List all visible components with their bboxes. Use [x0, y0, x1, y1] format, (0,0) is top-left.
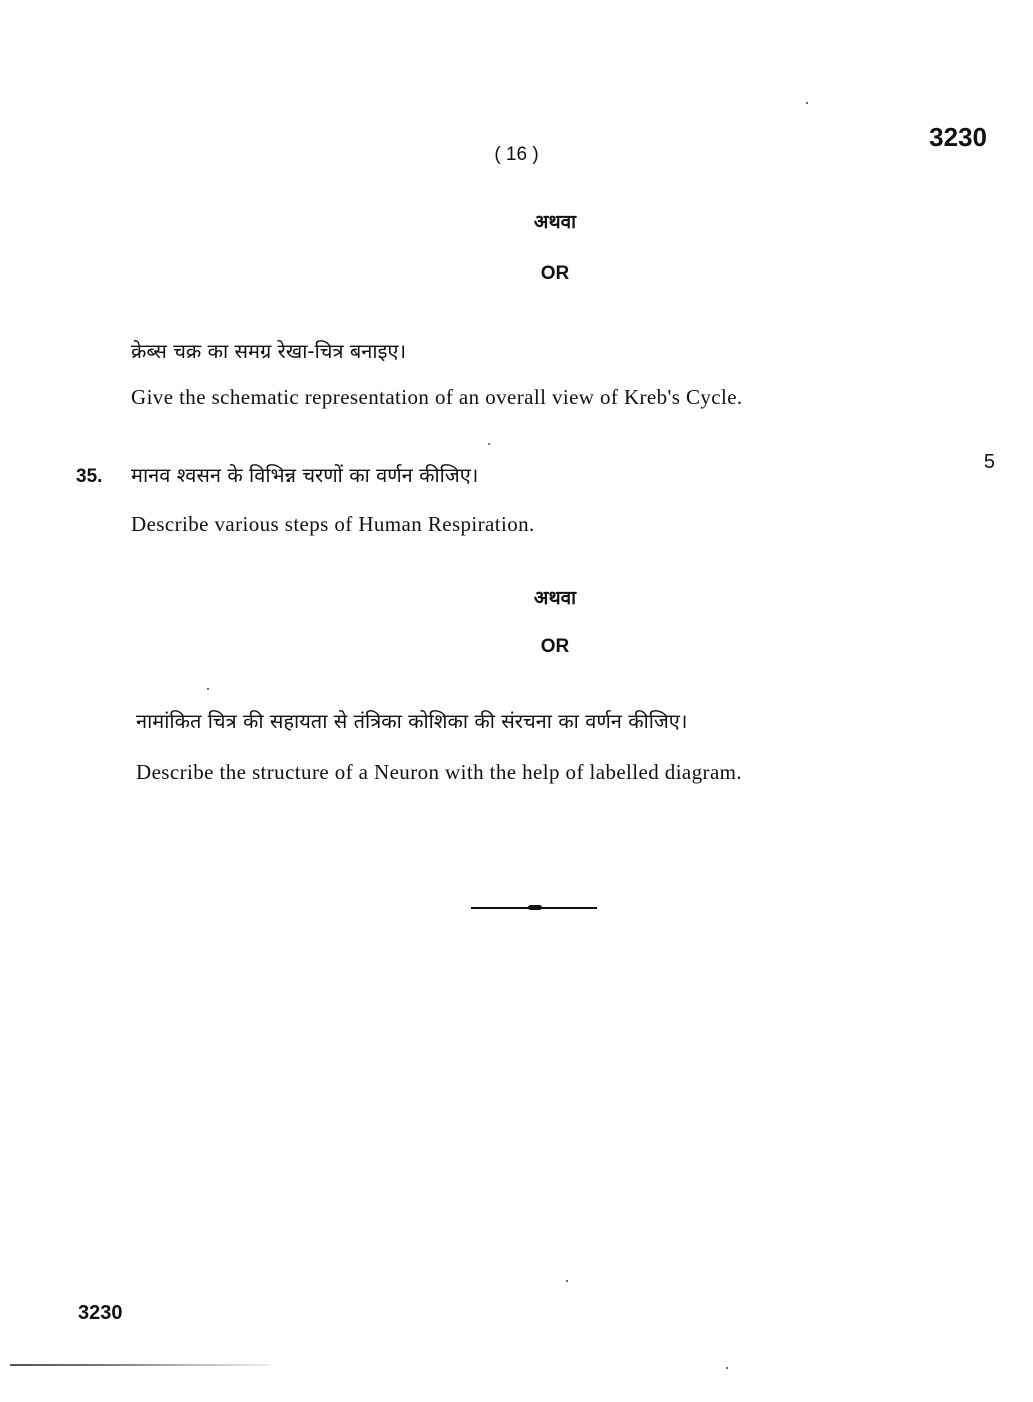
scan-speck — [488, 443, 490, 445]
or-english-heading: OR — [540, 636, 570, 657]
or-hindi-heading: अथवा — [533, 211, 577, 233]
scan-speck — [806, 102, 808, 104]
or-english-heading: OR — [540, 263, 570, 284]
question-35-hindi: मानव श्वसन के विभिन्न चरणों का वर्णन कीजिए। — [131, 463, 479, 487]
or-hindi-heading: अथवा — [533, 587, 577, 609]
question-34-alt-english: Give the schematic representation of an overall view of Kreb's Cycle. — [131, 385, 743, 409]
question-35-english: Describe various steps of Human Respiration. — [131, 512, 535, 536]
scan-artifact-line — [10, 1364, 270, 1366]
question-35-alt-english: Describe the structure of a Neuron with the help of labelled diagram. — [136, 760, 743, 784]
paper-code-footer: 3230 — [78, 1302, 123, 1324]
question-34-alt-hindi: क्रेब्स चक्र का समग्र रेखा-चित्र बनाइए। — [131, 339, 407, 363]
question-35-alt-hindi: नामांकित चित्र की सहायता से तंत्रिका कोशिका की संरचना का वर्णन कीजिए। — [136, 709, 688, 733]
end-of-paper-ornament — [528, 905, 542, 910]
page-number: ( 16 ) — [494, 144, 539, 165]
question-35-marks: 5 — [983, 451, 995, 473]
scan-speck — [566, 1280, 568, 1282]
paper-code-header: 3230 — [929, 122, 987, 152]
scan-speck — [726, 1367, 728, 1369]
scan-speck — [207, 688, 209, 690]
question-35-number: 35. — [76, 466, 103, 487]
